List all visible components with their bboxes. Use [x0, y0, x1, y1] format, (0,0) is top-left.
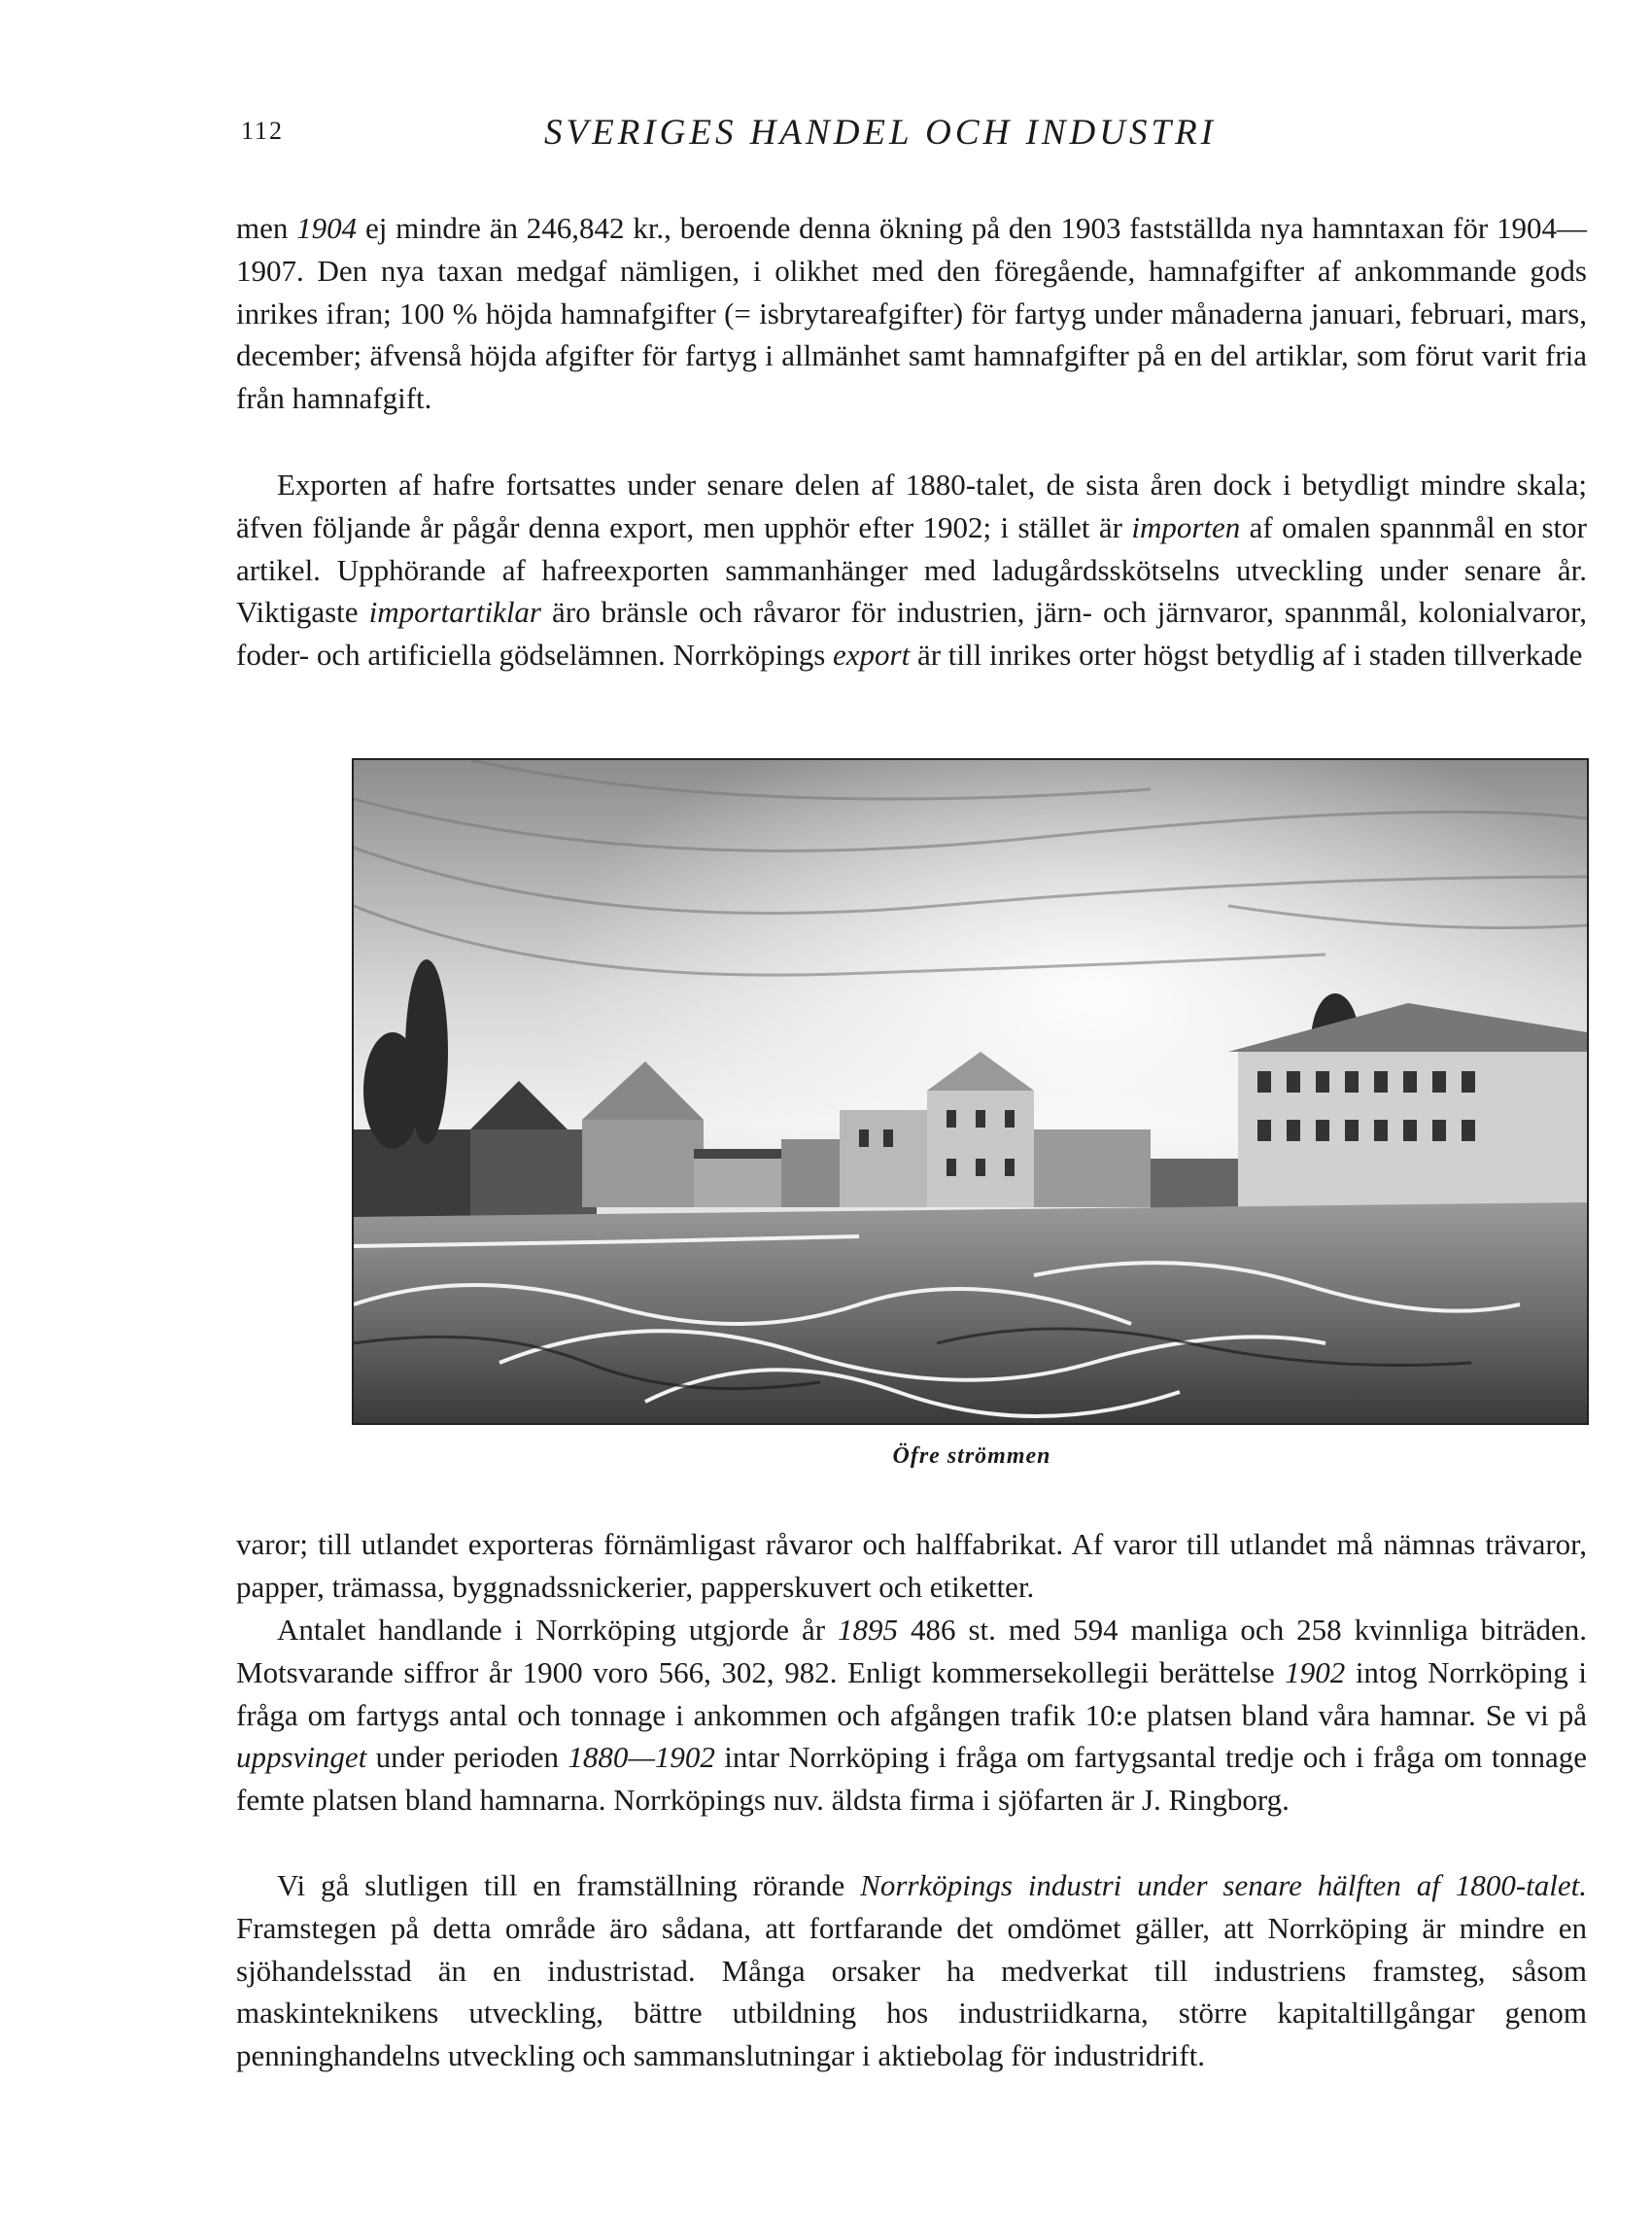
italic-text: 1902	[1285, 1654, 1346, 1689]
text-run: Vi gå slutligen till en framställning rörande	[277, 1868, 861, 1902]
text-run: äro bränsle och råvaror för industrien, järn- och järnvaror, spannmål, kolonialvaror, foder- och artificiella gödselämnen. Norrköpings	[236, 595, 1587, 673]
text-run: intog Norrköping i fråga om fartygs antal och tonnage i ankommen och afgången trafik 10:e platsen bland våra hamnar. Se vi på	[236, 1654, 1587, 1732]
italic-text: importartiklar	[368, 595, 541, 630]
page-number: 112	[241, 117, 285, 145]
text-run: Antalet handlande i Norrköping utgjorde år	[277, 1613, 839, 1647]
italic-text: importen	[1131, 509, 1241, 544]
text-run: Exporten af hafre fortsattes under senare delen af 1880-talet, de sista åren dock i betydligt mindre skala; äfven följande år pågår denna export, men upphör efter 1902; i stället är	[236, 468, 1587, 544]
text-run: af omalen spannmål en stor artikel. Upphörande af hafreexporten sammanhänger med ladugårdsskötselns utveckling under senare år. Viktigaste	[236, 509, 1587, 630]
text-run: Framstegen på detta område äro sådana, att fortfarande det omdömet gäller, att Norrköping är mindre en sjöhandelsstad än en industristad. Många orsaker ha medverkat till industriens framsteg, såsom maskinteknikens utveckling, bättre utbildning hos industriidkarna, större kapitaltillgångar genom penninghandelns utveckling och sammanslutningar i aktiebolag för industridrift.	[236, 1910, 1587, 2073]
text-run: är till inrikes orter högst betydlig af i staden tillverkade	[910, 638, 1583, 673]
river-water	[354, 1202, 1587, 1423]
running-title: SVERIGES HANDEL OCH INDUSTRI	[544, 113, 1217, 153]
italic-text: Norrköpings industri under senare hälften af 1800-talet.	[860, 1868, 1587, 1902]
italic-text: export	[833, 638, 911, 673]
text-run: men	[236, 211, 297, 245]
italic-text: 1895	[838, 1613, 899, 1647]
river-scene-engraving	[354, 760, 1587, 1423]
italic-text: 1904	[296, 211, 358, 245]
illustration-ofre-strommen	[352, 758, 1589, 1425]
text-run: intar Norrköping i fråga om fartygsantal tredje och i fråga om tonnage femte platsen bland hamnarna. Norrköpings nuv. äldsta firma i sjöfarten är J. Ringborg.	[236, 1740, 1587, 1818]
paragraph-1	[236, 207, 1587, 420]
text-run: under perioden	[366, 1740, 568, 1775]
text-run: 486 st. med 594 manliga och 258 kvinnliga biträden. Motsvarande siffror år 1900 voro 566, 302, 982. Enligt kommersekollegii berättelse	[236, 1613, 1587, 1689]
figure-caption: Öfre strömmen	[892, 1443, 1051, 1469]
paragraph-3	[236, 1523, 1587, 1609]
paragraph-2	[236, 464, 1587, 677]
paragraph-4	[236, 1609, 1587, 1822]
paragraph-5	[236, 1864, 1587, 2077]
text-run: varor; till utlandet exporteras förnämligast råvaror och halffabrikat. Af varor till utlandet må nämnas trävaror, papper, trämassa, byggnadssnickerier, papperskuvert och etiketter.	[236, 1527, 1587, 1604]
italic-text: uppsvinget	[236, 1740, 367, 1775]
text-run: ej mindre än 246,842 kr., beroende denna ökning på den 1903 fastställda nya hamntaxan för 1904—1907. Den nya taxan medgaf nämligen, i olikhet med den föregående, hamnafgifter af ankommande gods inrikes ifran; 100 % höjda hamnafgifter (= isbrytareafgifter) för fartyg under månaderna januari, februari, mars, december; äfvenså höjda afgifter för fartyg i allmänhet samt hamnafgifter på en del artiklar, som förut varit fria från hamnafgift.	[236, 211, 1587, 416]
italic-text: 1880—1902	[568, 1740, 715, 1775]
